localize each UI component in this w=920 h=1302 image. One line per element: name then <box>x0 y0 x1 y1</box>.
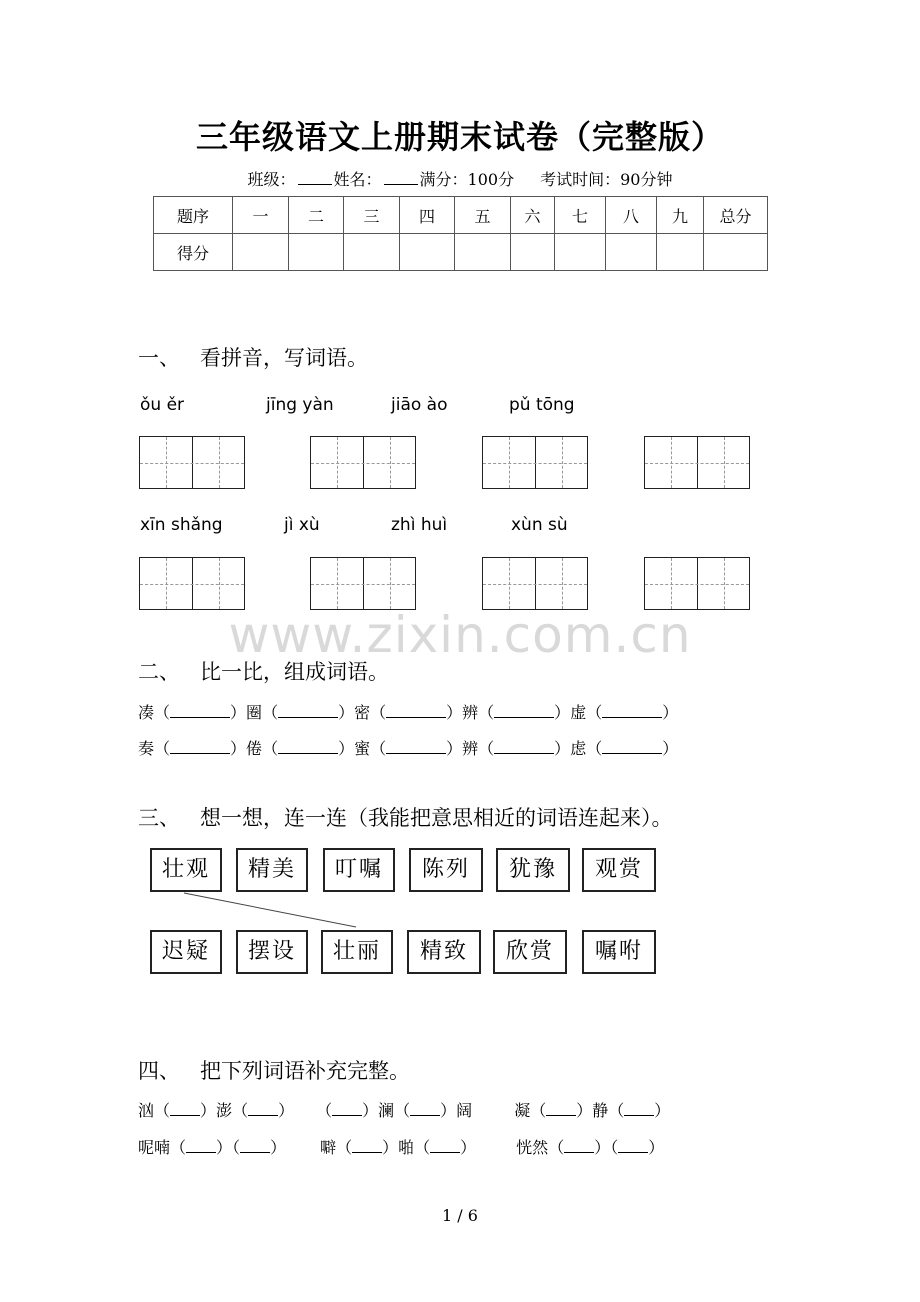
paren: ） <box>554 739 571 758</box>
match-word-top[interactable]: 犹豫 <box>496 848 570 892</box>
pinyin: ǒu ěr <box>140 395 185 415</box>
section-title: 比一比，组成词语。 <box>200 660 389 684</box>
header-cell: 三 <box>344 197 400 234</box>
paren: ） <box>654 1101 671 1120</box>
header-cell: 二 <box>289 197 344 234</box>
paren: （ <box>316 1101 333 1120</box>
paren: ） <box>278 1101 295 1120</box>
word: 呢喃 <box>138 1138 171 1157</box>
section-4-heading <box>138 1055 410 1085</box>
paren: （ <box>608 1101 625 1120</box>
pinyin: pǔ tōng <box>509 395 575 415</box>
match-line <box>184 893 356 927</box>
char: 辨 <box>462 739 479 758</box>
paren: （ <box>336 1138 353 1157</box>
paren: ） <box>382 1138 399 1157</box>
header-cell: 八 <box>606 197 657 234</box>
pinyin: zhì huì <box>391 515 448 535</box>
paren: （ <box>154 739 171 758</box>
name-label: 姓名： <box>333 170 382 189</box>
match-word-top[interactable]: 陈列 <box>409 848 483 892</box>
match-word-top[interactable]: 精美 <box>236 848 308 892</box>
answer-blank[interactable] <box>170 1101 200 1116</box>
header-cell: 总分 <box>704 197 768 234</box>
section-title: 看拼音，写词语。 <box>200 346 368 370</box>
char: 蜜 <box>354 739 371 758</box>
match-word-bottom[interactable]: 壮丽 <box>321 930 393 974</box>
pinyin: jì xù <box>284 515 320 535</box>
fill-row-2 <box>138 1135 664 1158</box>
paren: ） <box>270 1138 287 1157</box>
section-title: 把下列词语补充完整。 <box>200 1059 410 1083</box>
pinyin: jīng yàn <box>266 395 334 415</box>
paren: （ <box>478 703 495 722</box>
char: 阔 <box>456 1101 473 1120</box>
match-word-bottom[interactable]: 迟疑 <box>150 930 222 974</box>
paren: ） <box>662 739 679 758</box>
match-word-top[interactable]: 壮观 <box>150 848 222 892</box>
paren: （ <box>154 1101 171 1120</box>
answer-blank[interactable] <box>546 1101 576 1116</box>
paren: （ <box>586 703 603 722</box>
paren: （ <box>548 1138 565 1157</box>
char: 噼 <box>320 1138 337 1157</box>
paren: （ <box>478 739 495 758</box>
paren: （ <box>262 739 279 758</box>
exam-time: 考试时间：90分钟 <box>540 170 673 189</box>
answer-blank[interactable] <box>240 1138 270 1153</box>
section-title: 想一想，连一连（我能把意思相近的词语连起来）。 <box>200 806 673 830</box>
paren: （ <box>610 1138 619 1157</box>
paren: ） <box>648 1138 665 1157</box>
paren: （ <box>370 703 387 722</box>
header-cell: 九 <box>657 197 704 234</box>
paren: ） <box>362 1101 379 1120</box>
char: 虚 <box>570 703 587 722</box>
answer-blank[interactable] <box>352 1138 382 1153</box>
char: 静 <box>592 1101 609 1120</box>
char: 凝 <box>514 1101 531 1120</box>
match-word-top[interactable]: 叮嘱 <box>323 848 395 892</box>
section-number: 二、 <box>138 660 180 684</box>
class-label: 班级： <box>247 170 296 189</box>
paren: ） <box>230 739 247 758</box>
paren: ） <box>440 1101 457 1120</box>
answer-blank[interactable] <box>186 1138 216 1153</box>
paren: （ <box>394 1101 411 1120</box>
paren: （ <box>232 1138 241 1157</box>
page-title: 三年级语文上册期末试卷（完整版） <box>195 118 724 156</box>
header-cell: 六 <box>511 197 555 234</box>
paren: （ <box>530 1101 547 1120</box>
word: 恍然 <box>516 1138 549 1157</box>
answer-blank[interactable] <box>618 1138 648 1153</box>
paren: （ <box>154 703 171 722</box>
paren: ） <box>338 703 355 722</box>
answer-blank[interactable] <box>430 1138 460 1153</box>
header-cell: 七 <box>555 197 606 234</box>
paren: （ <box>170 1138 187 1157</box>
match-word-bottom[interactable]: 摆设 <box>236 930 308 974</box>
section-number: 一、 <box>138 346 180 370</box>
char: 密 <box>354 703 371 722</box>
pinyin: jiāo ào <box>391 395 448 415</box>
answer-blank[interactable] <box>410 1101 440 1116</box>
paren: ） <box>576 1101 593 1120</box>
page-number: 1 / 6 <box>442 1206 478 1225</box>
paren: ） <box>594 1138 611 1157</box>
header-cell: 题序 <box>154 197 233 234</box>
paren: （ <box>370 739 387 758</box>
watermark: www.zixin.com.cn <box>228 606 692 664</box>
char: 倦 <box>246 739 263 758</box>
paren: ） <box>662 703 679 722</box>
paren: （ <box>586 739 603 758</box>
paren: ） <box>338 739 355 758</box>
answer-blank[interactable] <box>332 1101 362 1116</box>
row-label: 得分 <box>154 234 233 271</box>
char: 澜 <box>378 1101 395 1120</box>
paren: ） <box>200 1101 217 1120</box>
section-number: 三、 <box>138 806 180 830</box>
char: 辨 <box>462 703 479 722</box>
answer-blank[interactable] <box>248 1101 278 1116</box>
paren: ） <box>460 1138 477 1157</box>
char: 澎 <box>216 1101 233 1120</box>
answer-blank[interactable] <box>624 1101 654 1116</box>
paren: ） <box>216 1138 233 1157</box>
pinyin: xīn shǎng <box>140 515 223 535</box>
match-word-top[interactable]: 观赏 <box>582 848 656 892</box>
fill-row-1 <box>138 1098 670 1121</box>
paren: ） <box>446 703 463 722</box>
full-score: 满分：100分 <box>419 170 515 189</box>
match-word-bottom[interactable]: 欣赏 <box>493 930 567 974</box>
paren: ） <box>554 703 571 722</box>
paren: （ <box>232 1101 249 1120</box>
char: 啪 <box>398 1138 415 1157</box>
match-word-bottom[interactable]: 嘱咐 <box>582 930 656 974</box>
char: 奏 <box>138 739 155 758</box>
header-cell: 五 <box>455 197 511 234</box>
char: 凑 <box>138 703 155 722</box>
paren: （ <box>414 1138 431 1157</box>
answer-blank[interactable] <box>564 1138 594 1153</box>
pinyin: xùn sù <box>511 515 568 535</box>
char: 圈 <box>246 703 263 722</box>
paren: （ <box>262 703 279 722</box>
paren: ） <box>446 739 463 758</box>
paren: ） <box>230 703 247 722</box>
header-cell: 四 <box>400 197 455 234</box>
char: 汹 <box>138 1101 155 1120</box>
section-number: 四、 <box>138 1059 180 1083</box>
match-word-bottom[interactable]: 精致 <box>407 930 481 974</box>
header-cell: 一 <box>233 197 289 234</box>
char: 虑 <box>570 739 587 758</box>
